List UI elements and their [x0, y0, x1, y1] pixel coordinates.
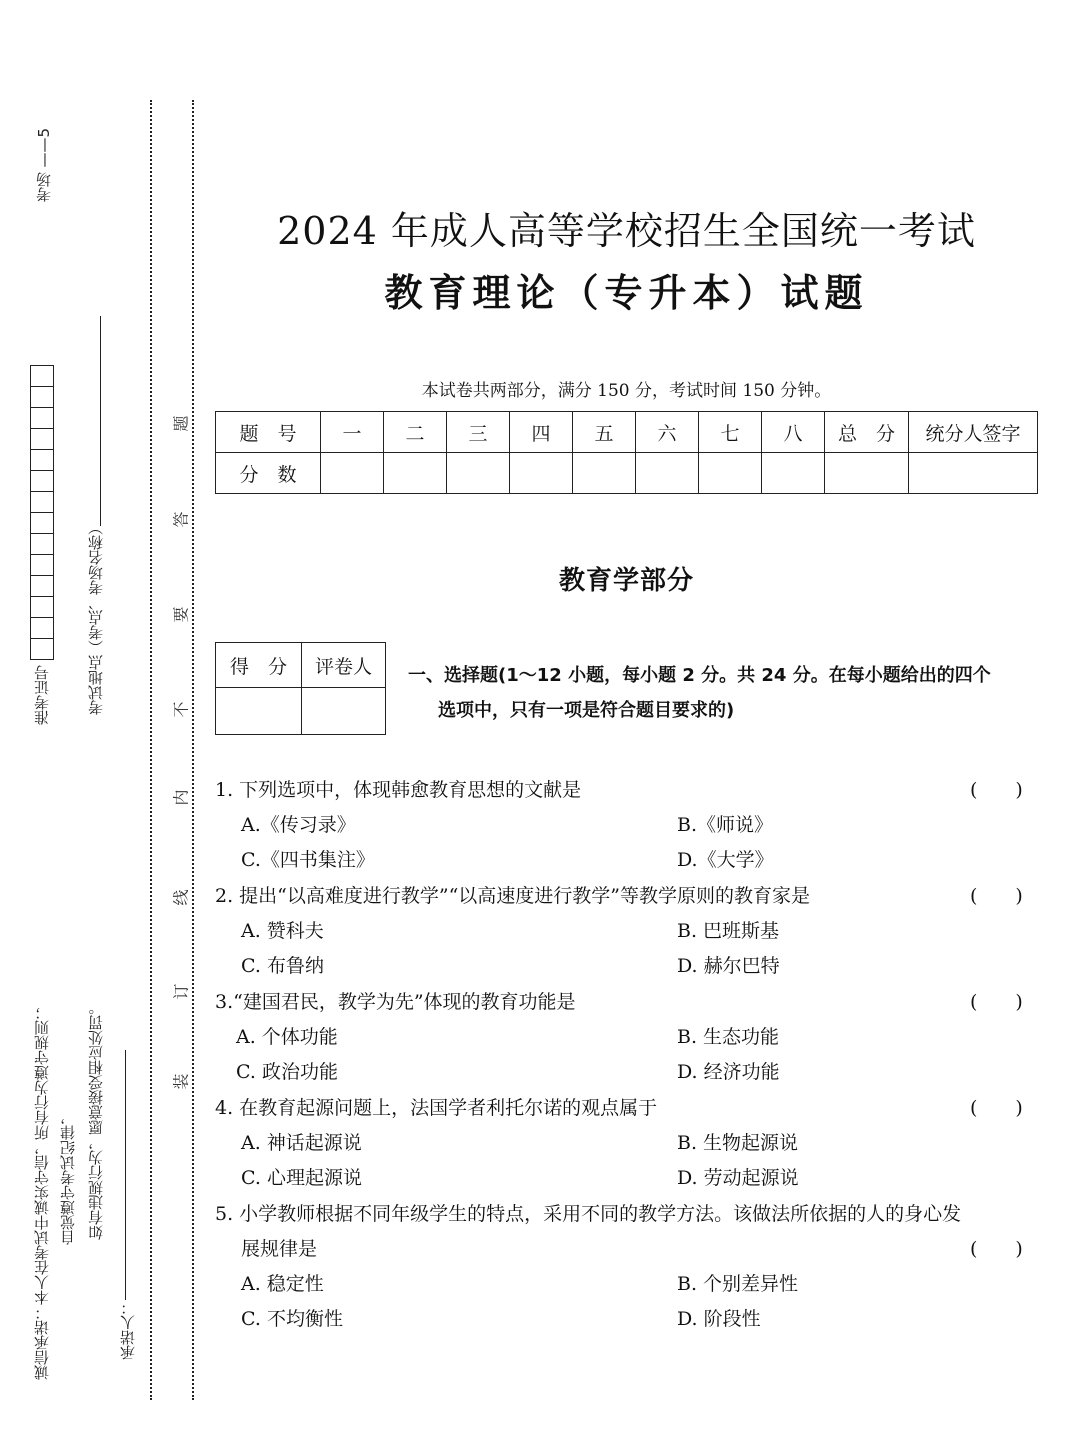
section-one-heading-line2: 选项中，只有一项是符合题目要求的) [438, 700, 735, 721]
option-b[interactable]: B. 生态功能 [677, 1026, 780, 1048]
seal-char: 装 [171, 1073, 191, 1090]
answer-parenthesis[interactable]: ( ) [970, 779, 1023, 801]
header-part-8: 八 [762, 412, 825, 453]
score-table-score-row [216, 453, 1038, 494]
section-one-heading-line1: 一、选择题(1～12 小题，每小题 2 分。共 24 分。在每小题给出的四个 [408, 665, 991, 686]
paper-title: 教育理论（专升本）试题 [384, 271, 869, 315]
option-b[interactable]: B. 个别差异性 [677, 1273, 799, 1295]
grader-name-cell[interactable] [302, 688, 386, 735]
option-c[interactable]: C.《四书集注》 [241, 849, 375, 871]
score-cell[interactable] [825, 453, 909, 494]
answer-parenthesis[interactable]: ( ) [970, 1097, 1023, 1119]
grader-name-label: 评卷人 [302, 643, 386, 688]
ticket-number-boxes[interactable] [30, 365, 54, 660]
option-b[interactable]: B. 巴班斯基 [677, 920, 780, 942]
grader-box [215, 642, 386, 735]
score-table-header-row [216, 412, 1038, 453]
score-cell[interactable] [321, 453, 384, 494]
answer-parenthesis[interactable]: ( ) [970, 991, 1023, 1013]
pledge-line-3: 如有违规行为，愿意接受相应处罚。 [87, 1000, 105, 1240]
question-stem: 4. 在教育起源问题上，法国学者利托尔诺的观点属于 [215, 1097, 658, 1119]
score-cell[interactable] [909, 453, 1038, 494]
signer-label: 承诺人： [119, 1300, 137, 1360]
header-part-6: 六 [636, 412, 699, 453]
pledge-line-2: 自觉遵守考试纪律， [59, 1110, 77, 1245]
option-b[interactable]: B. 生物起源说 [677, 1132, 799, 1154]
question-stem: 5. 小学教师根据不同年级学生的特点，采用不同的教学方法。该做法所依据的人的身心发 [215, 1203, 962, 1225]
option-a[interactable]: A.《传习录》 [241, 814, 356, 836]
exam-title: 2024 年成人高等学校招生全国统一考试 [277, 209, 976, 253]
answer-parenthesis[interactable]: ( ) [970, 1238, 1023, 1260]
answer-parenthesis[interactable]: ( ) [970, 885, 1023, 907]
score-cell[interactable] [384, 453, 447, 494]
option-d[interactable]: D. 经济功能 [677, 1061, 780, 1083]
header-scorer-signature: 统分人签字 [909, 412, 1038, 453]
score-table [215, 411, 1038, 494]
pledge-line-1: 诚信承诺：本人在考试中诚实守信，所有行为遵守规则； [33, 1005, 51, 1380]
grader-score-cell[interactable] [216, 688, 302, 735]
seal-char: 内 [171, 789, 191, 806]
option-a[interactable]: A. 稳定性 [241, 1273, 324, 1295]
seal-char: 题 [171, 415, 191, 432]
header-part-4: 四 [510, 412, 573, 453]
score-cell[interactable] [447, 453, 510, 494]
score-cell[interactable] [573, 453, 636, 494]
score-cell[interactable] [636, 453, 699, 494]
option-d[interactable]: D. 劳动起源说 [677, 1167, 799, 1189]
score-cell[interactable] [699, 453, 762, 494]
signer-underline [125, 1050, 126, 1300]
exam-room-label: 考场 ——5 [35, 128, 53, 203]
question-stem: 1. 下列选项中，体现韩愈教育思想的文献是 [215, 779, 582, 801]
option-d[interactable]: D.《大学》 [677, 849, 774, 871]
header-part-7: 七 [699, 412, 762, 453]
score-cell[interactable] [510, 453, 573, 494]
option-c[interactable]: C. 心理起源说 [241, 1167, 362, 1189]
question-stem-continued: 展规律是 [241, 1238, 318, 1260]
header-total: 总 分 [825, 412, 909, 453]
cut-line-left [150, 100, 152, 1400]
ticket-number-label: 准考证号 [33, 665, 51, 725]
header-part-3: 三 [447, 412, 510, 453]
header-part-1: 一 [321, 412, 384, 453]
seal-char: 线 [171, 889, 191, 906]
exam-site-label: 考试地点（考点、考场名称） [87, 520, 105, 715]
header-part-2: 二 [384, 412, 447, 453]
option-d[interactable]: D. 赫尔巴特 [677, 955, 780, 977]
exam-instructions: 本试卷共两部分，满分 150 分，考试时间 150 分钟。 [421, 381, 832, 401]
seal-char: 答 [171, 511, 191, 528]
row-score-label: 分 数 [216, 453, 321, 494]
header-part-5: 五 [573, 412, 636, 453]
section-title: 教育学部分 [558, 566, 694, 596]
header-question-number: 题 号 [216, 412, 321, 453]
option-c[interactable]: C. 政治功能 [236, 1061, 338, 1083]
option-a[interactable]: A. 赞科夫 [241, 920, 324, 942]
grader-score-label: 得 分 [216, 643, 302, 688]
exam-site-underline [100, 316, 101, 526]
option-d[interactable]: D. 阶段性 [677, 1308, 761, 1330]
option-c[interactable]: C. 布鲁纳 [241, 955, 324, 977]
question-stem: 3.“建国君民，教学为先”体现的教育功能是 [215, 991, 576, 1013]
seal-char: 订 [171, 983, 191, 1000]
option-a[interactable]: A. 神话起源说 [241, 1132, 362, 1154]
option-a[interactable]: A. 个体功能 [236, 1026, 338, 1048]
seal-char: 不 [171, 701, 191, 718]
score-cell[interactable] [762, 453, 825, 494]
section-one-heading [408, 658, 1038, 728]
option-c[interactable]: C. 不均衡性 [241, 1308, 343, 1330]
option-b[interactable]: B.《师说》 [677, 814, 774, 836]
cut-line-right [192, 100, 194, 1400]
seal-char: 要 [171, 606, 191, 623]
question-stem: 2. 提出“以高难度进行教学”“以高速度进行教学”等教学原则的教育家是 [215, 885, 811, 907]
